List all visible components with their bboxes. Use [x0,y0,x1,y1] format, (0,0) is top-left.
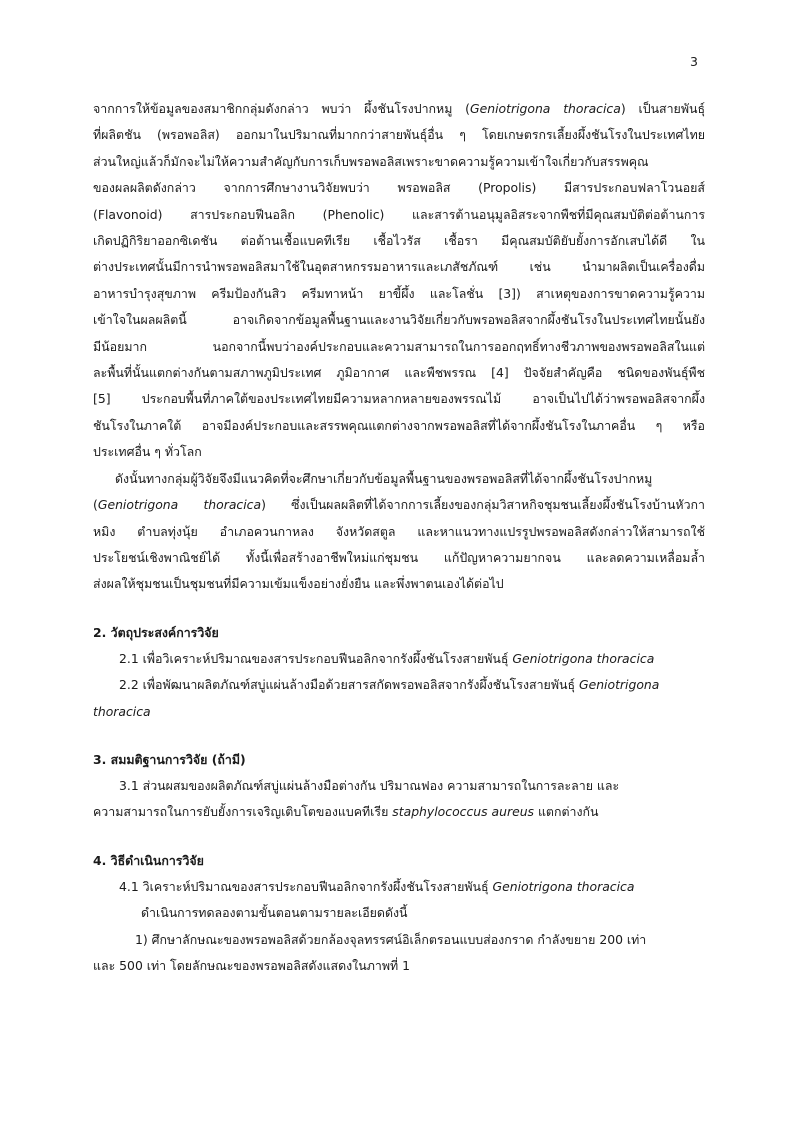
species-name: Geniotrigona thoracica [512,650,655,666]
species-name: Geniotrigona thoracica [97,497,262,513]
text-line: ของผลผลิตดังกล่าว จากการศึกษางานวิจัยพบว่า พรอพอลิส (Propolis) มีสารประกอบฟลาโวนอยส์ [93,180,705,196]
method-step-1-cont: และ 500 เท่า โดยลักษณะของพรอพอลิสดังแสดงในภาพที่ 1 [93,957,410,973]
text-line: ชันโรงในภาคใต้ อาจมีองค์ประกอบและสรรพคุณแตกต่างจากพรอพอลิสที่ได้จากผึ้งชันโรงในภาคอื่น ๆ หรือ [93,417,705,433]
text-line [93,96,705,122]
hypothesis-item-1-cont [93,799,705,825]
text-line: มีน้อยมาก นอกจากนี้พบว่าองค์ประกอบและความสามารถในการออกฤทธิ์ทางชีวภาพของพรอพอลิสในแต่ [93,338,705,354]
objective-item-2 [93,672,705,698]
text-line: เกิดปฏิกิริยาออกซิเดชัน ต่อต้านเชื้อแบคทีเรีย เชื้อไวรัส เชื้อรา มีคุณสมบัติยับยั้งการอักเสบได้ดี ใน [93,233,705,249]
text-run: ความสามารถในการยับยั้งการเจริญเติบโตของแบคทีเรีย [93,804,393,820]
species-name: Geniotrigona thoracica [470,101,621,116]
text-line: ประเทศอื่น ๆ ทั่วโลก [93,444,202,460]
document-body [93,96,705,979]
text-line: ต่างประเทศนั้นมีการนำพรอพอลิสมาใช้ในอุตสาหกรรมอาหารและเภสัชภัณฑ์ เช่น นำมาผลิตเป็นเครื่องดื่ม [93,259,705,275]
intro-paragraph [93,96,705,466]
methods-list [93,874,705,980]
text-line: หมิง ตำบลทุ่งนุ้ย อำเภอควนกาหลง จังหวัดสตูล และหาแนวทางแปรรูปพรอพอลิสดังกล่าวให้สามารถใช้ [93,523,705,539]
text-line: ละพื้นที่นั้นแตกต่างกันตามสภาพภูมิประเทศ ภูมิอากาศ และพืชพรรณ [4] ปัจจัยสำคัญคือ ชนิดของพันธุ์พืช [93,365,705,381]
page-number: 3 [690,54,698,69]
rationale-paragraph [93,466,705,598]
objective-item-1 [93,646,705,672]
text-line: ส่วนใหญ่แล้วก็มักจะไม่ให้ความสำคัญกับการเก็บพรอพอลิสเพราะขาดความรู้ความเข้าใจเกี่ยวกับสรรพคุณ [93,153,649,169]
text-run: 2.1 เพื่อวิเคราะห์ปริมาณของสารประกอบฟีนอลิกจากรังผึ้งชันโรงสายพันธุ์ [119,650,513,666]
text-line: ส่งผลให้ชุมชนเป็นชุมชนที่มีความเข้มแข็งอย่างยั่งยืน และพึ่งพาตนเองได้ต่อไป [93,576,504,592]
text-run: 2.2 เพื่อพัฒนาผลิตภัณฑ์สบู่แผ่นล้างมือด้วยสารสกัดพรอพอลิสจากรังผึ้งชันโรงสายพันธุ์ [119,677,579,693]
text-line: อาหารบำรุงสุขภาพ ครีมป้องกันสิว ครีมทาหน้า ยาขี้ผึ้ง และโลชั่น [3]) สาเหตุของการขาดความรู้ความ [93,285,705,301]
text-run: ) เป็นสายพันธุ์ [620,101,705,116]
text-line: ประโยชน์เชิงพาณิชย์ได้ ทั้งนี้เพื่อสร้างอาชีพใหม่แก่ชุมชน แก้ปัญหาความยากจน และลดความเหลื่อมล้ำ [93,549,705,565]
text-line: ที่ผลิตชัน (พรอพอลิส) ออกมาในปริมาณที่มากกว่าสายพันธุ์อื่น ๆ โดยเกษตรกรเลี้ยงผึ้งชันโรงในประเทศไทย [93,127,705,143]
text-line: (Flavonoid) สารประกอบฟีนอลิก (Phenolic) และสารต้านอนุมูลอิสระจากพืชที่มีคุณสมบัติต่อต้านการ [93,206,705,222]
section-heading-methods: 4. วิธีดำเนินการวิจัย [93,852,204,868]
method-item-1 [93,874,705,900]
section-heading-objectives: 2. วัตถุประสงค์การวิจัย [93,624,219,640]
text-run: ( [93,497,98,513]
objective-item-2-cont [93,699,705,725]
objectives-list [93,646,705,725]
text-run: ) ซึ่งเป็นผลผลิตที่ได้จากการเลี้ยงของกลุ่มวิสาหกิจชุมชนเลี้ยงผึ้งชันโรงบ้านหัวกา [261,497,705,513]
method-item-1-sub: ดำเนินการทดลองตามขั้นตอนตามรายละเอียดดังนี้ [141,905,408,921]
text-line: [5] ประกอบพื้นที่ภาคใต้ของประเทศไทยมีความหลากหลายของพรรณไม้ อาจเป็นไปได้ว่าพรอพอลิสจากผึ้ง [93,391,705,407]
species-name: staphylococcus aureus [392,804,534,820]
hypothesis-item-1: 3.1 ส่วนผสมของผลิตภัณฑ์สบู่แผ่นล้างมือต่างกัน ปริมาณฟอง ความสามารถในการละลาย และ [119,777,620,793]
method-step-1: 1) ศึกษาลักษณะของพรอพอลิสด้วยกล้องจุลทรรศน์อิเล็กตรอนแบบส่องกราด กำลังขยาย 200 เท่า [135,931,647,947]
section-heading-hypothesis: 3. สมมติฐานการวิจัย (ถ้ามี) [93,751,246,767]
text-run: แตกต่างกัน [534,804,599,820]
text-line: เข้าใจในผลผลิตนี้ อาจเกิดจากข้อมูลพื้นฐานและงานวิจัยเกี่ยวกับพรอพอลิสจากผึ้งชันโรงในประเทศไทยนั้นยัง [93,312,705,328]
text-line: ดังนั้นทางกลุ่มผู้วิจัยจึงมีแนวคิดที่จะศึกษาเกี่ยวกับข้อมูลพื้นฐานของพรอพอลิสที่ได้จากผึ้งชันโรงปากหมู [115,470,653,486]
species-name: Geniotrigona thoracica [492,878,635,894]
text-line [93,492,705,518]
text-run: 4.1 วิเคราะห์ปริมาณของสารประกอบฟีนอลิกจากรังผึ้งชันโรงสายพันธุ์ [119,878,493,894]
species-name: thoracica [93,703,151,719]
text-run: จากการให้ข้อมูลของสมาชิกกลุ่มดังกล่าว พบว่า ผึ้งชันโรงปากหมู ( [93,101,471,116]
species-name: Geniotrigona [578,677,660,693]
hypothesis-list [93,773,705,826]
